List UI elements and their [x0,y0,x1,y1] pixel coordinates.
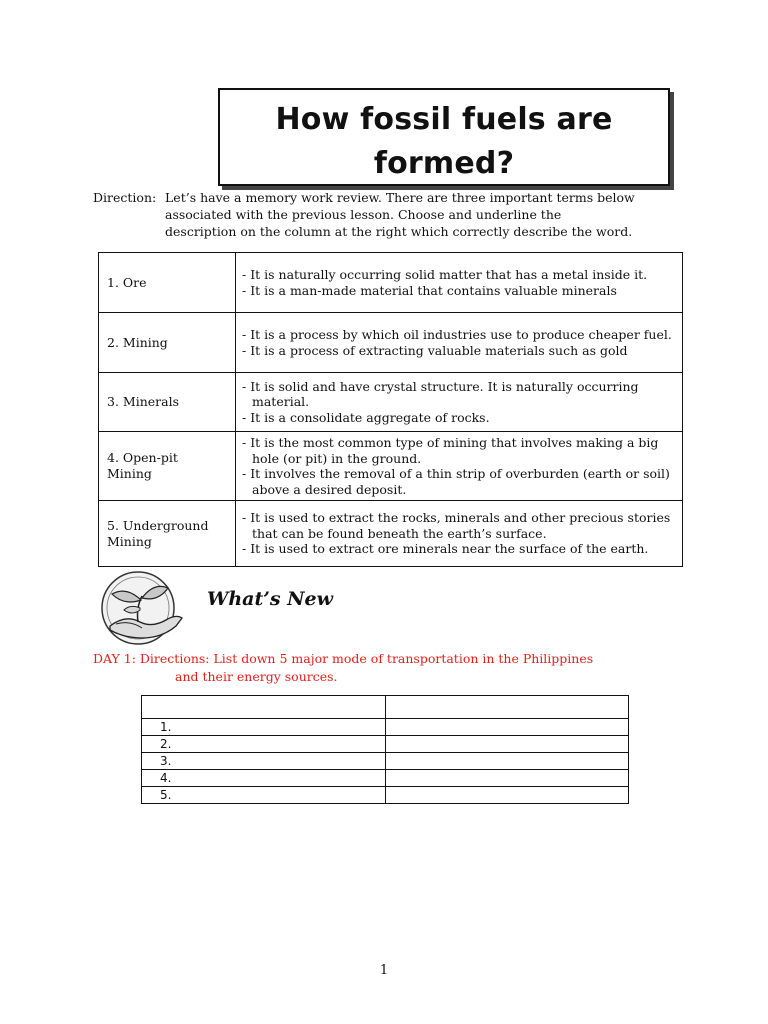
page-title-line2: formed? [373,146,515,181]
row-number-cell[interactable]: 3. [142,753,386,770]
term-label: 4. Open-pit Mining [107,450,178,481]
description-cell [236,253,683,313]
title-box [218,88,670,186]
term-cell [99,501,236,567]
term-label: 5. Underground Mining [107,517,209,549]
table-row [142,753,629,770]
row-number-cell[interactable]: 2. [142,736,386,753]
header-cell-mode[interactable] [142,696,386,719]
description-cell [236,313,683,373]
table-row [99,373,683,432]
page-title-line1: How fossil fuels are [275,102,613,137]
description-option[interactable]: - It is naturally occurring solid matter that has a metal inside it. [242,267,648,282]
table-header-row [142,696,629,719]
direction-label: Direction: [93,190,157,205]
term-cell: 3. Minerals [99,373,236,432]
table-row [142,770,629,787]
table-row [99,432,683,501]
direction-line-3: description on the column at the right which correctly describe the word. [165,224,633,239]
table-row [142,719,629,736]
energy-source-cell[interactable] [386,736,629,753]
row-number-cell[interactable]: 4. [142,770,386,787]
description-option[interactable]: - It is a consolidate aggregate of rocks. [242,409,490,425]
description-option[interactable]: - It is a process of extracting valuable materials such as gold [242,342,628,358]
description-option[interactable]: - It is used to extract ore minerals near the surface of the earth. [242,541,649,557]
direction-line-2: associated with the previous lesson. Choose and underline the [165,207,562,222]
description-option[interactable]: - It is solid and have crystal structure. It is naturally occurring material. [242,378,639,410]
day1-line-2: and their energy sources. [175,669,338,684]
term-cell: 2. Mining [99,313,236,373]
terms-table [98,252,683,567]
description-option[interactable]: - It is the most common type of mining that involves making a big hole (or pit) in the ground. [242,435,659,466]
energy-source-cell[interactable] [386,787,629,804]
description-option[interactable]: - It involves the removal of a thin strip of overburden (earth or soil) above a desired deposit. [242,466,670,497]
table-row [99,253,683,313]
description-option[interactable]: - It is a process by which oil industries use to produce cheaper fuel. [242,327,672,342]
description-cell [236,373,683,432]
energy-source-cell[interactable] [386,719,629,736]
day1-directions [93,650,593,686]
description-cell [236,501,683,567]
row-number-cell[interactable]: 5. [142,787,386,804]
table-row [99,501,683,567]
table-row [142,736,629,753]
hands-holding-plant-icon [96,568,186,652]
header-cell-energy[interactable] [386,696,629,719]
energy-source-cell[interactable] [386,770,629,787]
term-cell [99,432,236,501]
description-option[interactable]: - It is a man-made material that contains valuable minerals [242,282,617,298]
direction-line-1: Let’s have a memory work review. There are three important terms below [165,190,635,205]
transport-table [141,695,629,804]
description-option[interactable]: - It is used to extract the rocks, minerals and other precious stories that can be found beneath the earth’s surface. [242,510,671,541]
page-number: 1 [379,963,389,978]
term-cell: 1. Ore [99,253,236,313]
row-number-cell[interactable]: 1. [142,719,386,736]
table-row [142,787,629,804]
day1-line-1: DAY 1: Directions: List down 5 major mode of transportation in the Philippines [93,651,594,666]
table-row [99,313,683,373]
description-cell [236,432,683,501]
whats-new-heading: What’s New [207,588,333,610]
energy-source-cell[interactable] [386,753,629,770]
